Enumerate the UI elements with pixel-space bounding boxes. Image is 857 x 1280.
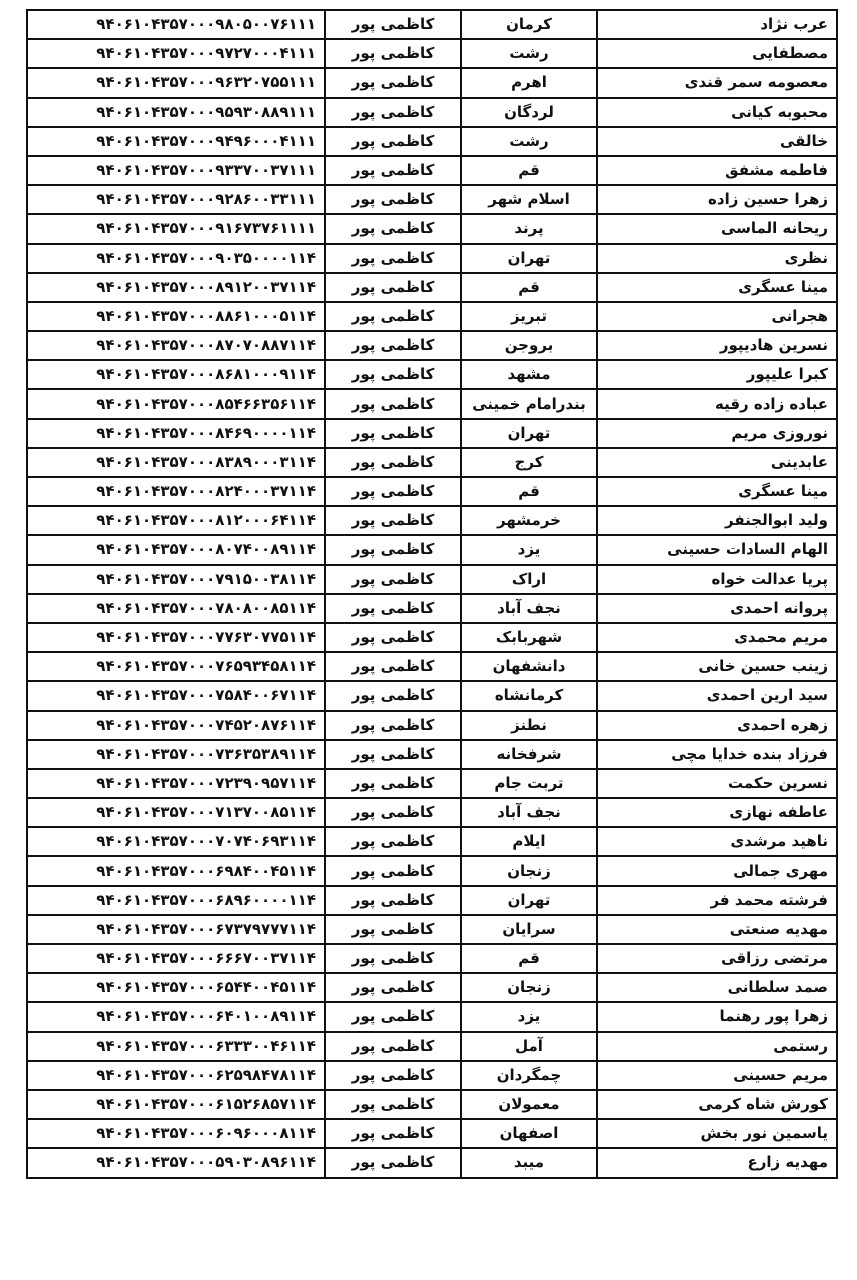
family-name-cell: کاظمی پور	[325, 302, 461, 331]
person-name-cell: زهرا پور رهنما	[597, 1002, 837, 1031]
table-row	[27, 769, 837, 798]
family-name-cell: کاظمی پور	[325, 185, 461, 214]
city-cell: کرمانشاه	[461, 681, 597, 710]
person-name-cell: مینا عسگری	[597, 477, 837, 506]
person-name-cell: ولید ابوالجنفر	[597, 506, 837, 535]
person-name-cell: ریحانه الماسی	[597, 214, 837, 243]
records-table	[26, 9, 838, 1179]
person-name-cell: عباده زاده رقیه	[597, 389, 837, 418]
account-number-cell: ۹۴۰۶۱۰۴۳۵۷۰۰۰۷۶۵۹۳۴۵۸۱۱۴	[27, 652, 325, 681]
city-cell: قم	[461, 273, 597, 302]
account-number-cell: ۹۴۰۶۱۰۴۳۵۷۰۰۰۸۰۷۴۰۰۸۹۱۱۴	[27, 535, 325, 564]
person-name-cell: پریا عدالت خواه	[597, 565, 837, 594]
person-name-cell: مینا عسگری	[597, 273, 837, 302]
person-name-cell: سید ارین احمدی	[597, 681, 837, 710]
table-row	[27, 1032, 837, 1061]
person-name-cell: فاطمه مشفق	[597, 156, 837, 185]
city-cell: لردگان	[461, 98, 597, 127]
family-name-cell: کاظمی پور	[325, 360, 461, 389]
account-number-cell: ۹۴۰۶۱۰۴۳۵۷۰۰۰۷۹۱۵۰۰۳۸۱۱۴	[27, 565, 325, 594]
family-name-cell: کاظمی پور	[325, 1061, 461, 1090]
family-name-cell: کاظمی پور	[325, 273, 461, 302]
family-name-cell: کاظمی پور	[325, 915, 461, 944]
city-cell: زنجان	[461, 856, 597, 885]
account-number-cell: ۹۴۰۶۱۰۴۳۵۷۰۰۰۶۴۰۱۰۰۸۹۱۱۴	[27, 1002, 325, 1031]
city-cell: قم	[461, 156, 597, 185]
table-row	[27, 652, 837, 681]
account-number-cell: ۹۴۰۶۱۰۴۳۵۷۰۰۰۶۶۶۷۰۰۳۷۱۱۴	[27, 944, 325, 973]
account-number-cell: ۹۴۰۶۱۰۴۳۵۷۰۰۰۷۳۶۳۵۳۸۹۱۱۴	[27, 740, 325, 769]
city-cell: تبریز	[461, 302, 597, 331]
table-row	[27, 419, 837, 448]
person-name-cell: مهدیه صنعتی	[597, 915, 837, 944]
account-number-cell: ۹۴۰۶۱۰۴۳۵۷۰۰۰۷۲۳۹۰۹۵۷۱۱۴	[27, 769, 325, 798]
table-row	[27, 244, 837, 273]
city-cell: کرمان	[461, 10, 597, 39]
family-name-cell: کاظمی پور	[325, 1148, 461, 1177]
table-row	[27, 827, 837, 856]
account-number-cell: ۹۴۰۶۱۰۴۳۵۷۰۰۰۸۳۸۹۰۰۰۳۱۱۴	[27, 448, 325, 477]
table-row	[27, 39, 837, 68]
account-number-cell: ۹۴۰۶۱۰۴۳۵۷۰۰۰۷۱۳۷۰۰۸۵۱۱۴	[27, 798, 325, 827]
city-cell: رشت	[461, 39, 597, 68]
table-row	[27, 886, 837, 915]
person-name-cell: رستمی	[597, 1032, 837, 1061]
table-row	[27, 273, 837, 302]
person-name-cell: محبوبه کیانی	[597, 98, 837, 127]
table-row	[27, 681, 837, 710]
city-cell: نجف آباد	[461, 594, 597, 623]
account-number-cell: ۹۴۰۶۱۰۴۳۵۷۰۰۰۷۷۶۳۰۷۷۵۱۱۴	[27, 623, 325, 652]
family-name-cell: کاظمی پور	[325, 477, 461, 506]
person-name-cell: پروانه احمدی	[597, 594, 837, 623]
person-name-cell: کورش شاه کرمی	[597, 1090, 837, 1119]
account-number-cell: ۹۴۰۶۱۰۴۳۵۷۰۰۰۷۴۵۲۰۸۷۶۱۱۴	[27, 711, 325, 740]
family-name-cell: کاظمی پور	[325, 68, 461, 97]
table-row	[27, 302, 837, 331]
city-cell: بروجن	[461, 331, 597, 360]
account-number-cell: ۹۴۰۶۱۰۴۳۵۷۰۰۰۶۷۳۷۹۷۷۷۱۱۴	[27, 915, 325, 944]
table-row	[27, 711, 837, 740]
account-number-cell: ۹۴۰۶۱۰۴۳۵۷۰۰۰۷۵۸۴۰۰۶۷۱۱۴	[27, 681, 325, 710]
account-number-cell: ۹۴۰۶۱۰۴۳۵۷۰۰۰۹۲۸۶۰۰۳۳۱۱۱	[27, 185, 325, 214]
table-row	[27, 185, 837, 214]
account-number-cell: ۹۴۰۶۱۰۴۳۵۷۰۰۰۹۷۲۷۰۰۰۴۱۱۱	[27, 39, 325, 68]
city-cell: اسلام شهر	[461, 185, 597, 214]
city-cell: مشهد	[461, 360, 597, 389]
city-cell: تهران	[461, 244, 597, 273]
family-name-cell: کاظمی پور	[325, 798, 461, 827]
family-name-cell: کاظمی پور	[325, 1090, 461, 1119]
family-name-cell: کاظمی پور	[325, 944, 461, 973]
family-name-cell: کاظمی پور	[325, 156, 461, 185]
family-name-cell: کاظمی پور	[325, 448, 461, 477]
account-number-cell: ۹۴۰۶۱۰۴۳۵۷۰۰۰۸۶۸۱۰۰۰۹۱۱۴	[27, 360, 325, 389]
person-name-cell: زینب حسین خانی	[597, 652, 837, 681]
family-name-cell: کاظمی پور	[325, 594, 461, 623]
family-name-cell: کاظمی پور	[325, 565, 461, 594]
table-row	[27, 798, 837, 827]
person-name-cell: کبرا علیپور	[597, 360, 837, 389]
account-number-cell: ۹۴۰۶۱۰۴۳۵۷۰۰۰۸۱۲۰۰۰۶۴۱۱۴	[27, 506, 325, 535]
city-cell: اصفهان	[461, 1119, 597, 1148]
city-cell: رشت	[461, 127, 597, 156]
table-row	[27, 360, 837, 389]
city-cell: نجف آباد	[461, 798, 597, 827]
table-row	[27, 448, 837, 477]
family-name-cell: کاظمی پور	[325, 827, 461, 856]
person-name-cell: هجرانی	[597, 302, 837, 331]
city-cell: یزد	[461, 1002, 597, 1031]
family-name-cell: کاظمی پور	[325, 856, 461, 885]
person-name-cell: مرتضی رزاقی	[597, 944, 837, 973]
family-name-cell: کاظمی پور	[325, 98, 461, 127]
table-row	[27, 856, 837, 885]
table-row	[27, 1061, 837, 1090]
table-row	[27, 1002, 837, 1031]
table-row	[27, 156, 837, 185]
account-number-cell: ۹۴۰۶۱۰۴۳۵۷۰۰۰۶۲۵۹۸۴۷۸۱۱۴	[27, 1061, 325, 1090]
family-name-cell: کاظمی پور	[325, 506, 461, 535]
family-name-cell: کاظمی پور	[325, 740, 461, 769]
records-table-body	[27, 10, 837, 1178]
city-cell: شهربابک	[461, 623, 597, 652]
table-row	[27, 1119, 837, 1148]
account-number-cell: ۹۴۰۶۱۰۴۳۵۷۰۰۰۸۸۶۱۰۰۰۵۱۱۴	[27, 302, 325, 331]
person-name-cell: معصومه سمر قندی	[597, 68, 837, 97]
table-row	[27, 535, 837, 564]
account-number-cell: ۹۴۰۶۱۰۴۳۵۷۰۰۰۵۹۰۳۰۸۹۶۱۱۴	[27, 1148, 325, 1177]
person-name-cell: نوروزی مریم	[597, 419, 837, 448]
person-name-cell: الهام السادات حسینی	[597, 535, 837, 564]
city-cell: تهران	[461, 886, 597, 915]
person-name-cell: نظری	[597, 244, 837, 273]
table-row	[27, 331, 837, 360]
table-row	[27, 915, 837, 944]
account-number-cell: ۹۴۰۶۱۰۴۳۵۷۰۰۰۸۲۴۰۰۰۳۷۱۱۴	[27, 477, 325, 506]
city-cell: ایلام	[461, 827, 597, 856]
account-number-cell: ۹۴۰۶۱۰۴۳۵۷۰۰۰۶۳۳۳۰۰۴۶۱۱۴	[27, 1032, 325, 1061]
family-name-cell: کاظمی پور	[325, 419, 461, 448]
table-row	[27, 740, 837, 769]
city-cell: معمولان	[461, 1090, 597, 1119]
person-name-cell: مهری جمالی	[597, 856, 837, 885]
city-cell: چمگردان	[461, 1061, 597, 1090]
family-name-cell: کاظمی پور	[325, 1119, 461, 1148]
account-number-cell: ۹۴۰۶۱۰۴۳۵۷۰۰۰۹۵۹۳۰۸۸۹۱۱۱	[27, 98, 325, 127]
account-number-cell: ۹۴۰۶۱۰۴۳۵۷۰۰۰۶۵۴۴۰۰۴۵۱۱۴	[27, 973, 325, 1002]
table-row	[27, 623, 837, 652]
family-name-cell: کاظمی پور	[325, 652, 461, 681]
person-name-cell: عرب نژاد	[597, 10, 837, 39]
table-row	[27, 565, 837, 594]
table-row	[27, 98, 837, 127]
table-row	[27, 127, 837, 156]
city-cell: شرفخانه	[461, 740, 597, 769]
family-name-cell: کاظمی پور	[325, 711, 461, 740]
account-number-cell: ۹۴۰۶۱۰۴۳۵۷۰۰۰۹۴۹۶۰۰۰۴۱۱۱	[27, 127, 325, 156]
table-row	[27, 389, 837, 418]
table-row	[27, 506, 837, 535]
family-name-cell: کاظمی پور	[325, 389, 461, 418]
account-number-cell: ۹۴۰۶۱۰۴۳۵۷۰۰۰۷۸۰۸۰۰۸۵۱۱۴	[27, 594, 325, 623]
person-name-cell: ناهید مرشدی	[597, 827, 837, 856]
person-name-cell: فرشته محمد فر	[597, 886, 837, 915]
account-number-cell: ۹۴۰۶۱۰۴۳۵۷۰۰۰۶۹۸۴۰۰۴۵۱۱۴	[27, 856, 325, 885]
person-name-cell: عاطفه نهازی	[597, 798, 837, 827]
city-cell: نطنز	[461, 711, 597, 740]
person-name-cell: مهدیه زارع	[597, 1148, 837, 1177]
city-cell: یزد	[461, 535, 597, 564]
table-row	[27, 594, 837, 623]
account-number-cell: ۹۴۰۶۱۰۴۳۵۷۰۰۰۸۹۱۲۰۰۳۷۱۱۴	[27, 273, 325, 302]
city-cell: تربت جام	[461, 769, 597, 798]
table-row	[27, 1090, 837, 1119]
city-cell: قم	[461, 944, 597, 973]
table-row	[27, 944, 837, 973]
person-name-cell: زهره احمدی	[597, 711, 837, 740]
family-name-cell: کاظمی پور	[325, 10, 461, 39]
table-row	[27, 477, 837, 506]
family-name-cell: کاظمی پور	[325, 973, 461, 1002]
city-cell: اراک	[461, 565, 597, 594]
city-cell: بندرامام خمینی	[461, 389, 597, 418]
family-name-cell: کاظمی پور	[325, 1032, 461, 1061]
person-name-cell: صمد سلطانی	[597, 973, 837, 1002]
family-name-cell: کاظمی پور	[325, 1002, 461, 1031]
family-name-cell: کاظمی پور	[325, 535, 461, 564]
family-name-cell: کاظمی پور	[325, 886, 461, 915]
family-name-cell: کاظمی پور	[325, 127, 461, 156]
family-name-cell: کاظمی پور	[325, 331, 461, 360]
table-row	[27, 10, 837, 39]
account-number-cell: ۹۴۰۶۱۰۴۳۵۷۰۰۰۹۶۳۲۰۷۵۵۱۱۱	[27, 68, 325, 97]
city-cell: خرمشهر	[461, 506, 597, 535]
family-name-cell: کاظمی پور	[325, 623, 461, 652]
person-name-cell: عابدینی	[597, 448, 837, 477]
city-cell: کرج	[461, 448, 597, 477]
person-name-cell: یاسمین نور بخش	[597, 1119, 837, 1148]
city-cell: اهرم	[461, 68, 597, 97]
account-number-cell: ۹۴۰۶۱۰۴۳۵۷۰۰۰۹۳۳۷۰۰۳۷۱۱۱	[27, 156, 325, 185]
account-number-cell: ۹۴۰۶۱۰۴۳۵۷۰۰۰۹۸۰۵۰۰۷۶۱۱۱	[27, 10, 325, 39]
city-cell: سرایان	[461, 915, 597, 944]
person-name-cell: مصطفایی	[597, 39, 837, 68]
account-number-cell: ۹۴۰۶۱۰۴۳۵۷۰۰۰۶۰۹۶۰۰۰۸۱۱۴	[27, 1119, 325, 1148]
account-number-cell: ۹۴۰۶۱۰۴۳۵۷۰۰۰۸۴۶۹۰۰۰۰۱۱۴	[27, 419, 325, 448]
person-name-cell: مریم حسینی	[597, 1061, 837, 1090]
city-cell: قم	[461, 477, 597, 506]
city-cell: پرند	[461, 214, 597, 243]
person-name-cell: خالقی	[597, 127, 837, 156]
account-number-cell: ۹۴۰۶۱۰۴۳۵۷۰۰۰۷۰۷۴۰۶۹۳۱۱۴	[27, 827, 325, 856]
person-name-cell: مریم محمدی	[597, 623, 837, 652]
table-row	[27, 973, 837, 1002]
account-number-cell: ۹۴۰۶۱۰۴۳۵۷۰۰۰۶۱۵۲۶۸۵۷۱۱۴	[27, 1090, 325, 1119]
account-number-cell: ۹۴۰۶۱۰۴۳۵۷۰۰۰۶۸۹۶۰۰۰۰۱۱۴	[27, 886, 325, 915]
city-cell: زنجان	[461, 973, 597, 1002]
account-number-cell: ۹۴۰۶۱۰۴۳۵۷۰۰۰۸۵۴۶۶۳۵۶۱۱۴	[27, 389, 325, 418]
person-name-cell: زهرا حسین زاده	[597, 185, 837, 214]
family-name-cell: کاظمی پور	[325, 769, 461, 798]
family-name-cell: کاظمی پور	[325, 214, 461, 243]
table-row	[27, 214, 837, 243]
family-name-cell: کاظمی پور	[325, 39, 461, 68]
account-number-cell: ۹۴۰۶۱۰۴۳۵۷۰۰۰۹۱۶۷۳۷۶۱۱۱۱	[27, 214, 325, 243]
city-cell: آمل	[461, 1032, 597, 1061]
family-name-cell: کاظمی پور	[325, 244, 461, 273]
person-name-cell: نسرین حکمت	[597, 769, 837, 798]
person-name-cell: نسرین هادیپور	[597, 331, 837, 360]
account-number-cell: ۹۴۰۶۱۰۴۳۵۷۰۰۰۸۷۰۷۰۸۸۷۱۱۴	[27, 331, 325, 360]
family-name-cell: کاظمی پور	[325, 681, 461, 710]
person-name-cell: فرزاد بنده خدایا مچی	[597, 740, 837, 769]
city-cell: تهران	[461, 419, 597, 448]
city-cell: دانشفهان	[461, 652, 597, 681]
table-row	[27, 68, 837, 97]
city-cell: میبد	[461, 1148, 597, 1177]
account-number-cell: ۹۴۰۶۱۰۴۳۵۷۰۰۰۹۰۳۵۰۰۰۰۱۱۴	[27, 244, 325, 273]
table-row	[27, 1148, 837, 1177]
